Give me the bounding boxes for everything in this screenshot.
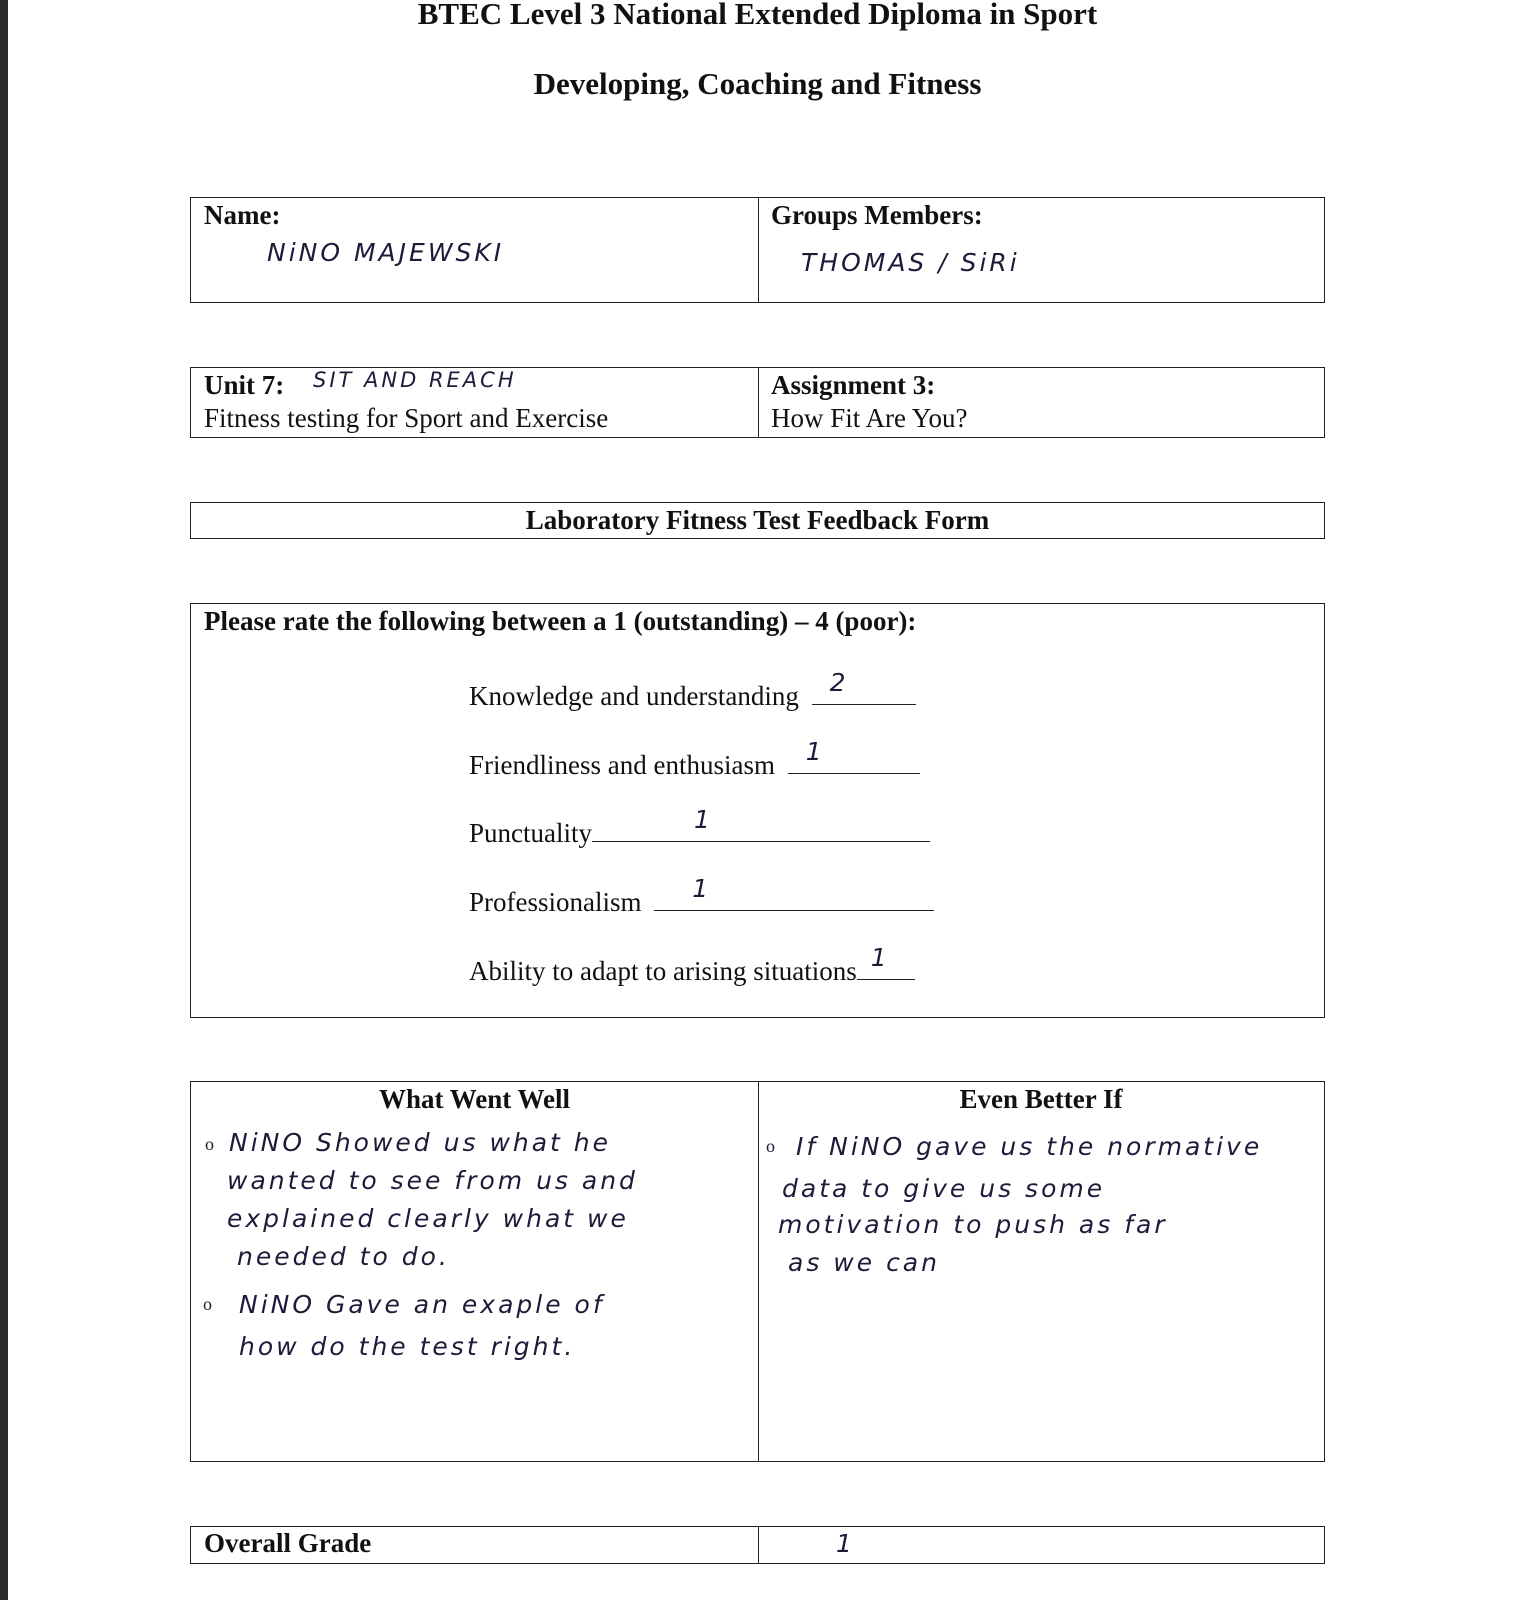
rating-value: 1 bbox=[694, 805, 713, 834]
rating-row bbox=[469, 805, 930, 849]
ebi-line: as we can bbox=[788, 1248, 940, 1277]
unit-handwritten: SIT AND REACH bbox=[313, 368, 517, 392]
what-went-well-heading: What Went Well bbox=[378, 1084, 571, 1114]
www-line: wanted to see from us and bbox=[227, 1166, 638, 1195]
www-line: NiNO Showed us what he bbox=[229, 1128, 612, 1157]
unit-cell bbox=[191, 368, 759, 437]
rating-label: Friendliness and enthusiasm bbox=[469, 750, 775, 780]
rating-label: Ability to adapt to arising situations bbox=[469, 956, 857, 986]
group-members-value: THOMAS / SiRi bbox=[801, 248, 1020, 277]
scan-edge bbox=[0, 0, 8, 1600]
rating-row bbox=[469, 737, 920, 781]
what-went-well-cell bbox=[191, 1082, 759, 1461]
ratings-heading: Please rate the following between a 1 (outstanding) – 4 (poor): bbox=[204, 606, 917, 636]
unit-box bbox=[190, 367, 1325, 438]
assignment-label: Assignment 3: bbox=[771, 370, 936, 400]
rating-label: Professionalism bbox=[469, 887, 642, 917]
overall-grade-box bbox=[190, 1526, 1325, 1564]
overall-grade-value: 1 bbox=[836, 1529, 855, 1558]
rating-value: 2 bbox=[829, 668, 849, 697]
ebi-line: data to give us some bbox=[782, 1174, 1106, 1203]
bullet-icon: o bbox=[205, 1134, 214, 1154]
overall-grade-label-cell bbox=[191, 1527, 759, 1563]
rating-field[interactable] bbox=[592, 805, 930, 842]
form-title-box bbox=[190, 502, 1325, 539]
feedback-box bbox=[190, 1081, 1325, 1462]
overall-grade-value-cell bbox=[758, 1527, 1324, 1563]
rating-value: 1 bbox=[692, 874, 712, 903]
rating-label: Punctuality bbox=[469, 818, 592, 848]
document-subtitle: Developing, Coaching and Fitness bbox=[533, 66, 982, 101]
bullet-icon: o bbox=[203, 1294, 212, 1314]
name-label: Name: bbox=[204, 200, 281, 230]
www-line: NiNO Gave an exaple of bbox=[239, 1290, 605, 1319]
www-line: explained clearly what we bbox=[227, 1204, 629, 1233]
www-line: how do the test right. bbox=[239, 1332, 576, 1361]
assignment-title: How Fit Are You? bbox=[771, 403, 968, 433]
document-title: BTEC Level 3 National Extended Diploma in Sport bbox=[417, 0, 1098, 31]
rating-value: 1 bbox=[870, 943, 890, 972]
rating-row bbox=[469, 943, 915, 987]
ebi-line: motivation to push as far bbox=[778, 1210, 1168, 1239]
bullet-icon: o bbox=[766, 1136, 775, 1156]
group-members-label: Groups Members: bbox=[771, 200, 983, 230]
assignment-cell bbox=[758, 368, 1324, 437]
ratings-box bbox=[190, 603, 1325, 1018]
www-line: needed to do. bbox=[237, 1242, 450, 1271]
rating-row bbox=[469, 668, 916, 712]
rating-label: Knowledge and understanding bbox=[469, 681, 799, 711]
overall-grade-label: Overall Grade bbox=[204, 1528, 372, 1558]
unit-label: Unit 7: bbox=[204, 370, 285, 400]
rating-field[interactable] bbox=[812, 668, 916, 705]
name-value: NiNO MAJEWSKI bbox=[267, 238, 505, 267]
even-better-if-heading: Even Better If bbox=[959, 1084, 1123, 1114]
rating-row bbox=[469, 874, 934, 918]
group-cell bbox=[758, 198, 1324, 302]
name-cell bbox=[191, 198, 759, 302]
rating-field[interactable] bbox=[788, 737, 920, 774]
unit-title: Fitness testing for Sport and Exercise bbox=[204, 403, 609, 433]
rating-field[interactable] bbox=[654, 874, 934, 911]
name-box bbox=[190, 197, 1325, 303]
form-title: Laboratory Fitness Test Feedback Form bbox=[525, 505, 990, 535]
rating-field[interactable] bbox=[857, 943, 915, 980]
ebi-line: If NiNO gave us the normative bbox=[796, 1132, 1263, 1161]
rating-value: 1 bbox=[805, 737, 825, 766]
even-better-if-cell bbox=[758, 1082, 1324, 1461]
